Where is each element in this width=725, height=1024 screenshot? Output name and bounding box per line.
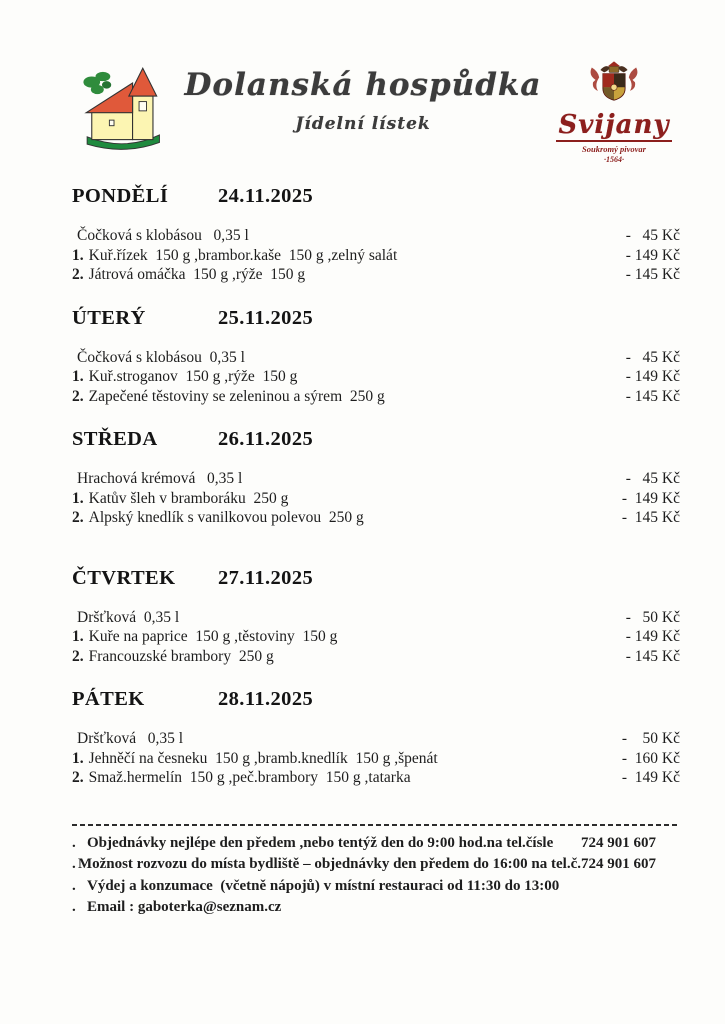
item-text: Kuře na paprice 150 g ,těstoviny 150 g [88,628,338,645]
note-text: Možnost rozvozu do místa bydliště – objednávky den předem do 16:00 na tel.č.724 901 607 [77,856,656,872]
day-section-wednesday [72,427,680,528]
item-text: Francouzské brambory 250 g [88,647,274,665]
menu-row-soup [72,608,680,628]
item-number: 1. [72,489,84,507]
item-text: Dršťková 0,35 l [77,730,184,747]
item-number: 1. [72,368,84,385]
menu-row [72,265,680,285]
item-text: Alpský knedlík s vanilkovou polevou 250 g [88,509,364,526]
menu-row [72,627,680,647]
item-price: - 145 Kč [621,509,680,526]
brewery-tagline: Soukromý pivovar [582,144,646,154]
item-number: 1. [72,628,84,645]
footer-note-delivery [72,854,656,876]
menu-row [72,768,680,788]
item-price: - 149 Kč [625,246,680,264]
page-header [72,62,680,164]
footer-note-hours [72,876,656,898]
day-date: 28.11.2025 [218,688,314,710]
item-text: Dršťková 0,35 l [77,608,180,626]
menu-row [72,647,680,667]
item-text: Kuř.stroganov 150 g ,rýže 150 g [88,368,298,385]
item-price: - 45 Kč [625,470,680,487]
day-name: PÁTEK [72,688,145,710]
day-header [72,306,680,330]
menu-row [72,246,680,266]
title-block [178,62,548,134]
bullet-dot: . [72,834,76,851]
day-section-tuesday [72,306,680,407]
menu-row [72,387,680,407]
item-price: - 145 Kč [625,647,680,665]
note-text: Objednávky nejlépe den předem ,nebo tentýž den do 9:00 hod.na tel.čísle [87,834,554,851]
menu-items [72,348,680,407]
item-text: Smaž.hermelín 150 g ,peč.brambory 150 g ,tatarka [88,769,411,786]
item-price: - 149 Kč [621,489,680,507]
menu-items [72,608,680,667]
item-number: 2. [72,509,84,526]
day-header [72,687,680,711]
item-text: Játrová omáčka 150 g ,rýže 150 g [88,266,306,283]
page-title: Dolanská hospůdka [184,67,542,103]
item-number: 1. [72,749,84,767]
item-price: - 45 Kč [625,227,680,244]
note-text: Výdej a konzumace (včetně nápojů) v místní restauraci od 11:30 do 13:00 [87,877,560,894]
note-text: Email : gaboterka@seznam.cz [87,899,282,915]
day-header [72,184,680,208]
item-text: Čočková s klobásou 0,35 l [77,227,249,244]
item-text: Čočková s klobásou 0,35 l [77,348,245,366]
item-text: Katův šleh v bramboráku 250 g [88,489,289,507]
day-date: 27.11.2025 [218,566,314,589]
day-header [72,427,680,451]
item-text: Jehněčí na česneku 150 g ,bramb.knedlík 150 g ,špenát [88,749,438,767]
item-price: - 160 Kč [621,749,680,767]
day-section-monday [72,184,680,285]
menu-row [72,508,680,528]
day-date: 26.11.2025 [218,428,314,450]
day-name: ÚTERÝ [72,306,146,329]
bullet-dot: . [72,877,76,894]
day-date: 25.11.2025 [218,306,314,329]
dashed-separator [72,824,680,826]
footer-note-orders [72,833,656,855]
item-text: Hrachová krémová 0,35 l [77,470,243,487]
day-date: 24.11.2025 [218,185,314,207]
footer-notes [72,833,680,919]
svijany-crest-icon [577,60,651,112]
brewery-year: ·1564· [604,155,624,164]
item-price: - 145 Kč [625,387,680,405]
bullet-dot: . [72,856,76,872]
footer-note-email [72,897,656,919]
item-number: 2. [72,769,84,786]
menu-row-soup [72,348,680,368]
day-name: STŘEDA [72,428,158,450]
item-price: - 50 Kč [625,608,680,626]
item-number: 1. [72,246,84,264]
menu-items [72,729,680,788]
day-name: ČTVRTEK [72,566,176,589]
menu-row-soup [72,226,680,246]
item-price: - 149 Kč [621,769,680,786]
menu-row-soup [72,729,680,749]
item-price: - 50 Kč [621,730,680,747]
brewery-logo [548,60,680,164]
phone-number: 724 901 607 [581,834,656,851]
menu-row [72,367,680,387]
menu-items [72,469,680,528]
item-text: Kuř.řízek 150 g ,brambor.kaše 150 g ,zelný salát [88,246,398,264]
item-price: - 149 Kč [625,628,680,645]
church-logo-icon [76,62,178,156]
menu-items [72,226,680,285]
item-number: 2. [72,387,84,405]
menu-row [72,489,680,509]
item-number: 2. [72,647,84,665]
day-section-thursday [72,566,680,667]
item-price: - 145 Kč [625,266,680,283]
bullet-dot: . [72,899,76,915]
item-text: Zapečené těstoviny se zeleninou a sýrem 250 g [88,387,385,405]
day-name: PONDĚLÍ [72,185,169,207]
item-price: - 45 Kč [625,348,680,366]
day-header [72,566,680,590]
menu-row [72,749,680,769]
brewery-name: Svijany [558,110,670,140]
menu-row-soup [72,469,680,489]
day-section-friday [72,687,680,788]
page-subtitle: Jídelní lístek [295,114,431,134]
item-price: - 149 Kč [625,368,680,385]
item-number: 2. [72,266,84,283]
